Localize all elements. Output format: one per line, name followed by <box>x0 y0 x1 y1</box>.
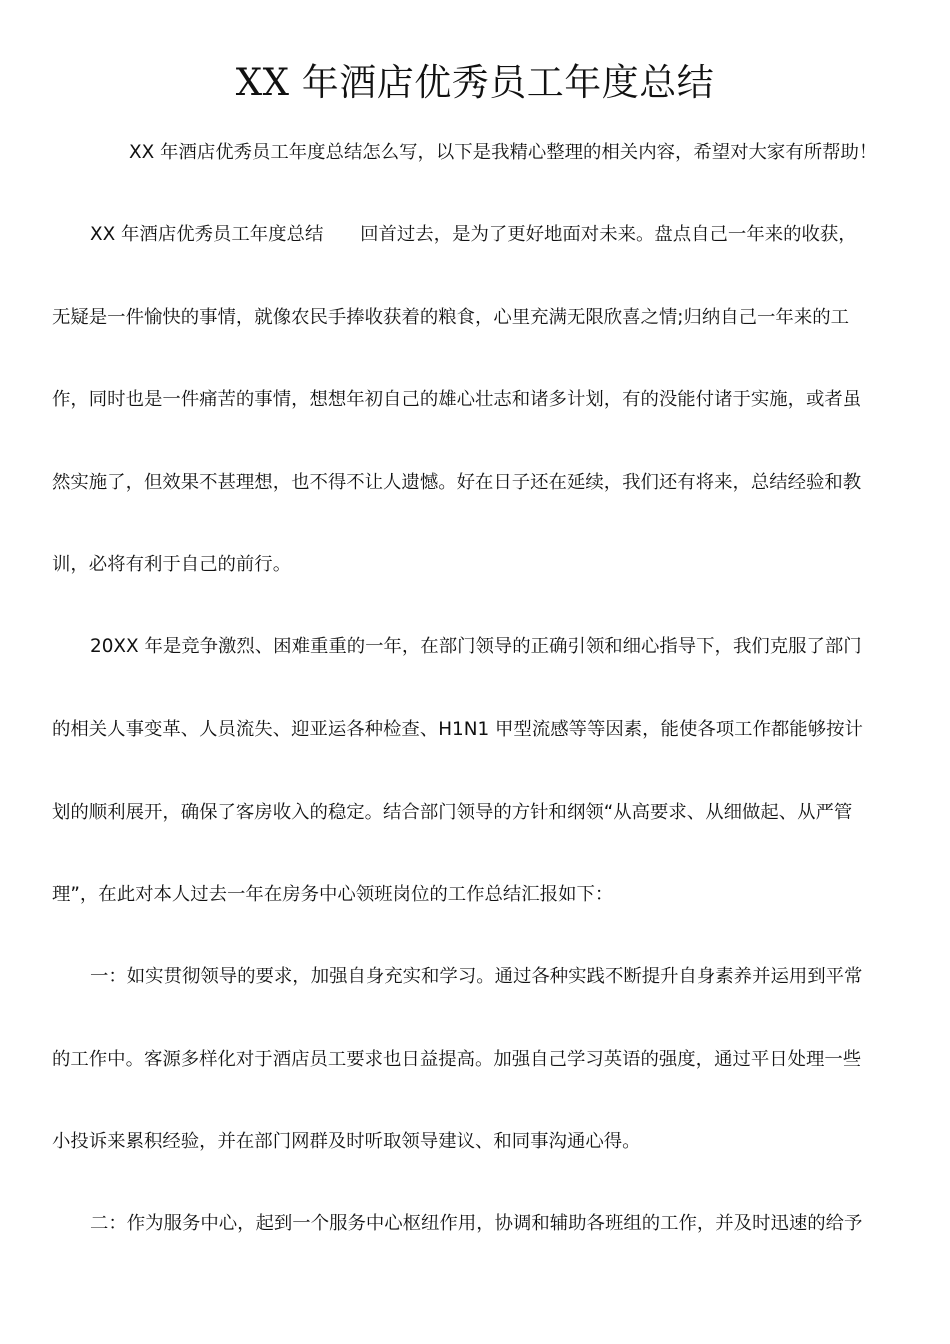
body-line: 的工作中。客源多样化对于酒店员工要求也日益提高。加强自己学习英语的强度，通过平日处理一些 <box>52 1049 862 1070</box>
body-line: 作，同时也是一件痛苦的事情，想想年初自己的雄心壮志和诸多计划，有的没能付诸于实施，或者虽 <box>52 389 862 410</box>
body-line: 无疑是一件愉快的事情，就像农民手捧收获着的粮食，心里充满无限欣喜之情;归纳自己一年来的工 <box>52 307 849 328</box>
body-line: 训，必将有利于自己的前行。 <box>52 554 292 575</box>
body-line: 20XX 年是竞争激烈、困难重重的一年，在部门领导的正确引领和细心指导下，我们克服了部门 <box>90 636 862 657</box>
intro-line: XX 年酒店优秀员工年度总结怎么写，以下是我精心整理的相关内容，希望对大家有所帮助！ <box>129 142 878 163</box>
body-line: 然实施了，但效果不甚理想，也不得不让人遗憾。好在日子还在延续，我们还有将来，总结经验和教 <box>52 472 862 493</box>
body-line: XX 年酒店优秀员工年度总结 回首过去，是为了更好地面对未来。盘点自己一年来的收获， <box>90 224 857 245</box>
body-line: 一：如实贯彻领导的要求，加强自身充实和学习。通过各种实践不断提升自身素养并运用到平常 <box>90 966 863 987</box>
body-line: 小投诉来累积经验，并在部门网群及时听取领导建议、和同事沟通心得。 <box>52 1131 641 1152</box>
body-line: 的相关人事变革、人员流失、迎亚运各种检查、H1N1 甲型流感等等因素，能使各项工作都能够按计 <box>52 719 863 740</box>
document-title: XX 年酒店优秀员工年度总结 <box>235 61 715 104</box>
body-line: 理”，在此对本人过去一年在房务中心领班岗位的工作总结汇报如下： <box>52 884 614 905</box>
body-line: 二：作为服务中心，起到一个服务中心枢纽作用，协调和辅助各班组的工作，并及时迅速的给予 <box>90 1213 863 1234</box>
body-line: 划的顺利展开，确保了客房收入的稳定。结合部门领导的方针和纲领“从高要求、从细做起、从严管 <box>52 802 853 823</box>
